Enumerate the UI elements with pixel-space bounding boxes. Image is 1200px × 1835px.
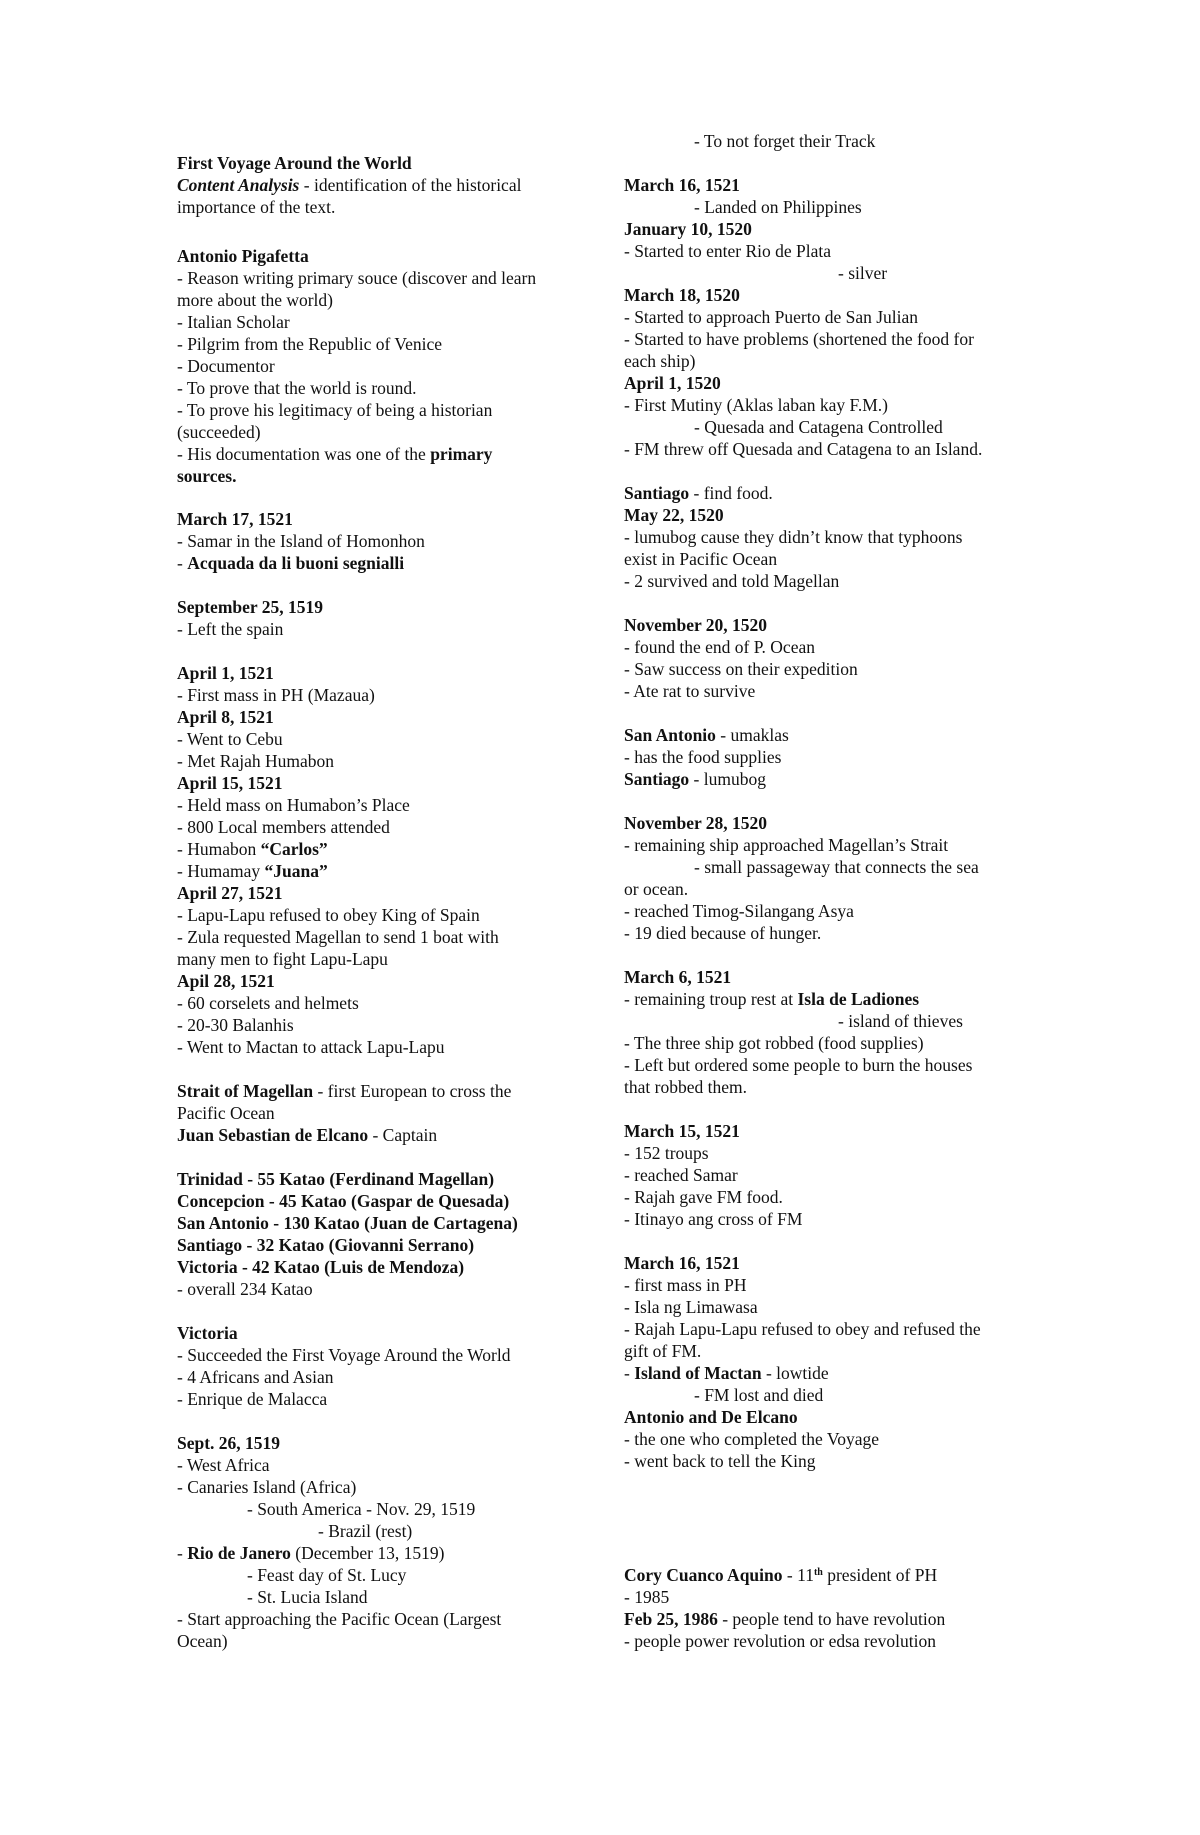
text-segment: - 11 <box>782 1565 814 1585</box>
text-line <box>177 289 333 311</box>
text-segment: - lumubog cause they didn’t know that typhoons <box>624 527 963 547</box>
text-segment: or ocean. <box>624 879 689 899</box>
text-segment: - Started to have problems (shortened the food for <box>624 329 974 349</box>
text-line <box>624 526 962 548</box>
text-segment: November 28, 1520 <box>624 813 768 833</box>
text-line <box>177 904 480 926</box>
text-segment: - Met Rajah Humabon <box>177 751 334 771</box>
text-segment: - His documentation was one of the <box>177 444 431 464</box>
text-line <box>624 306 918 328</box>
text-line <box>624 1450 815 1472</box>
text-line <box>177 706 274 728</box>
text-line <box>177 618 283 640</box>
text-segment: Isla de Ladiones <box>797 989 920 1009</box>
text-line <box>177 174 521 196</box>
text-line <box>177 1388 327 1410</box>
text-line <box>624 834 948 856</box>
text-segment: each ship) <box>624 351 696 371</box>
text-line <box>177 750 334 772</box>
text-line <box>694 1384 823 1406</box>
text-segment: - remaining ship approached Magellan’s Strait <box>624 835 949 855</box>
text-line <box>177 728 283 750</box>
text-line <box>624 394 888 416</box>
text-line <box>694 856 979 878</box>
text-segment: - 19 died because of hunger. <box>624 923 822 943</box>
text-line <box>838 262 887 284</box>
text-segment: - To prove his legitimacy of being a historian <box>177 400 493 420</box>
text-line <box>177 992 359 1014</box>
text-segment: - find food. <box>689 483 773 503</box>
text-segment: - remaining troup rest at <box>624 989 798 1009</box>
text-line <box>624 218 752 240</box>
text-segment: - small passageway that connects the sea <box>694 857 979 877</box>
text-line <box>177 1432 280 1454</box>
text-segment: - Captain <box>368 1125 438 1145</box>
text-line <box>694 196 862 218</box>
text-line <box>247 1564 406 1586</box>
text-line <box>177 684 375 706</box>
text-segment: - first European to cross the <box>313 1081 512 1101</box>
text-line <box>624 988 919 1010</box>
text-segment: November 20, 1520 <box>624 615 768 635</box>
text-line <box>177 1608 501 1630</box>
text-segment: (December 13, 1519) <box>290 1543 445 1563</box>
text-line <box>624 372 721 394</box>
text-segment: - Humabon <box>177 839 261 859</box>
text-segment: - silver <box>838 263 888 283</box>
text-segment: San Antonio <box>624 725 716 745</box>
text-segment: Santiago <box>624 483 690 503</box>
text-line <box>177 530 425 552</box>
text-segment: - 2 survived and told Magellan <box>624 571 840 591</box>
text-segment: - Italian Scholar <box>177 312 290 332</box>
text-line <box>624 966 731 988</box>
text-segment: - FM lost and died <box>694 1385 824 1405</box>
text-line <box>177 1190 509 1212</box>
text-line <box>624 1054 972 1076</box>
text-line <box>624 724 789 746</box>
text-segment: - 20-30 Balanhis <box>177 1015 294 1035</box>
text-segment: - people tend to have revolution <box>717 1609 946 1629</box>
text-segment: - Succeeded the First Voyage Around the World <box>177 1345 511 1365</box>
text-segment: - umaklas <box>715 725 789 745</box>
text-line <box>624 878 688 900</box>
text-segment: - Zula requested Magellan to send 1 boat with <box>177 927 499 947</box>
text-line <box>177 245 309 267</box>
text-segment: March 15, 1521 <box>624 1121 740 1141</box>
text-segment: - Left but ordered some people to burn the houses <box>624 1055 973 1075</box>
text-line <box>177 1366 334 1388</box>
text-segment: - South America - Nov. 29, 1519 <box>247 1499 476 1519</box>
text-segment: - Start approaching the Pacific Ocean (Largest <box>177 1609 502 1629</box>
text-line <box>624 1186 783 1208</box>
text-segment: March 17, 1521 <box>177 509 293 529</box>
text-line <box>177 1454 270 1476</box>
text-line <box>624 1274 747 1296</box>
text-line <box>177 1124 437 1146</box>
text-line <box>177 443 492 465</box>
text-segment: gift of FM. <box>624 1341 702 1361</box>
text-segment: - Rajah gave FM food. <box>624 1187 783 1207</box>
text-line <box>177 662 274 684</box>
text-line <box>247 1498 475 1520</box>
text-segment: that robbed them. <box>624 1077 747 1097</box>
text-segment: - Reason writing primary souce (discover and learn <box>177 268 537 288</box>
text-line <box>177 421 261 443</box>
text-line <box>624 1630 936 1652</box>
text-segment: Juan Sebastian de Elcano <box>177 1125 369 1145</box>
text-segment: - lumubog <box>689 769 766 789</box>
text-line <box>177 267 536 289</box>
text-line <box>177 1080 511 1102</box>
text-line <box>624 482 773 504</box>
text-line <box>177 377 417 399</box>
text-segment: importance of the text. <box>177 197 336 217</box>
text-segment: - 60 corselets and helmets <box>177 993 359 1013</box>
text-segment: - island of thieves <box>838 1011 963 1031</box>
text-line <box>624 1340 701 1362</box>
text-line <box>177 1256 464 1278</box>
text-line <box>624 1428 879 1450</box>
text-line <box>177 1630 228 1652</box>
text-line <box>177 838 328 860</box>
text-segment: - The three ship got robbed (food supplies) <box>624 1033 924 1053</box>
text-segment: - Started to approach Puerto de San Julian <box>624 307 919 327</box>
text-segment: - 4 Africans and Asian <box>177 1367 334 1387</box>
text-segment: primary <box>430 444 493 464</box>
text-line <box>177 1476 356 1498</box>
text-segment: - Canaries Island (Africa) <box>177 1477 357 1497</box>
text-line <box>177 1168 494 1190</box>
text-segment: - First mass in PH (Mazaua) <box>177 685 375 705</box>
text-segment: - reached Samar <box>624 1165 738 1185</box>
text-segment: - 1985 <box>624 1587 670 1607</box>
text-line <box>624 680 755 702</box>
text-line <box>177 1234 474 1256</box>
text-segment: Victoria <box>177 1323 238 1343</box>
text-line <box>624 614 767 636</box>
text-line <box>177 970 275 992</box>
text-line <box>624 284 740 306</box>
text-segment: - went back to tell the King <box>624 1451 816 1471</box>
text-line <box>624 1142 709 1164</box>
text-segment: September 25, 1519 <box>177 597 323 617</box>
text-segment: March 16, 1521 <box>624 1253 740 1273</box>
text-segment: - Held mass on Humabon’s Place <box>177 795 410 815</box>
text-segment: - reached Timog-Silangang Asya <box>624 901 854 921</box>
text-line <box>177 552 404 574</box>
text-segment: - Rajah Lapu-Lapu refused to obey and refused the <box>624 1319 981 1339</box>
text-segment: Acquada da li buoni segnialli <box>187 553 405 573</box>
text-segment: January 10, 1520 <box>624 219 752 239</box>
text-segment: - Isla ng Limawasa <box>624 1297 758 1317</box>
text-segment: Content Analysis <box>177 175 300 195</box>
text-line <box>624 1362 829 1384</box>
text-line <box>177 1102 275 1124</box>
text-segment: - FM threw off Quesada and Catagena to an Island. <box>624 439 983 459</box>
text-segment: - Left the spain <box>177 619 284 639</box>
text-segment: - 800 Local members attended <box>177 817 390 837</box>
text-segment: Sept. 26, 1519 <box>177 1433 281 1453</box>
text-segment: San Antonio - 130 Katao (Juan de Cartagena) <box>177 1213 518 1233</box>
text-segment: - Humamay <box>177 861 265 881</box>
text-line <box>177 333 442 355</box>
text-line <box>177 1542 444 1564</box>
text-segment: March 16, 1521 <box>624 175 740 195</box>
text-segment: - has the food supplies <box>624 747 782 767</box>
text-segment: - first mass in PH <box>624 1275 747 1295</box>
text-line <box>177 1212 518 1234</box>
text-segment: - Went to Cebu <box>177 729 283 749</box>
text-segment: - Itinayo ang cross of FM <box>624 1209 803 1229</box>
text-line <box>177 152 412 174</box>
text-line <box>624 1252 740 1274</box>
text-line <box>177 1278 313 1300</box>
text-segment: Concepcion - 45 Katao (Gaspar de Quesada) <box>177 1191 510 1211</box>
text-segment: - Enrique de Malacca <box>177 1389 328 1409</box>
text-segment: Antonio and De Elcano <box>624 1407 798 1427</box>
text-line <box>694 416 943 438</box>
text-segment: - Ate rat to survive <box>624 681 756 701</box>
text-line <box>177 948 388 970</box>
text-line <box>624 1120 740 1142</box>
text-line <box>177 1036 444 1058</box>
text-segment: - Samar in the Island of Homonhon <box>177 531 425 551</box>
text-line <box>177 1344 510 1366</box>
text-segment: “Juana” <box>264 861 328 881</box>
text-line <box>247 1586 368 1608</box>
text-segment: president of PH <box>822 1565 938 1585</box>
text-segment: - 152 troups <box>624 1143 709 1163</box>
text-segment: April 15, 1521 <box>177 773 283 793</box>
text-segment: - Started to enter Rio de Plata <box>624 241 832 261</box>
text-line <box>624 1564 937 1586</box>
text-line <box>624 548 777 570</box>
text-line <box>177 1322 238 1344</box>
text-segment: First Voyage Around the World <box>177 153 412 173</box>
text-segment: Trinidad - 55 Katao (Ferdinand Magellan) <box>177 1169 495 1189</box>
text-line <box>177 1014 294 1036</box>
text-segment: - the one who completed the Voyage <box>624 1429 879 1449</box>
text-segment: Cory Cuanco Aquino <box>624 1565 783 1585</box>
text-line <box>177 772 283 794</box>
text-line <box>177 355 275 377</box>
text-line <box>624 900 854 922</box>
text-line <box>624 438 982 460</box>
text-segment: sources. <box>177 466 237 486</box>
text-line <box>177 465 236 487</box>
text-line <box>624 328 974 350</box>
text-line <box>177 508 293 530</box>
text-line <box>177 860 328 882</box>
text-segment: - Quesada and Catagena Controlled <box>694 417 943 437</box>
text-segment: - St. Lucia Island <box>247 1587 368 1607</box>
text-segment: (succeeded) <box>177 422 261 442</box>
text-segment: - West Africa <box>177 1455 270 1475</box>
text-segment: many men to fight Lapu-Lapu <box>177 949 388 969</box>
text-segment: Ocean) <box>177 1631 228 1651</box>
text-segment: Rio de Janero <box>187 1543 291 1563</box>
text-line <box>177 794 410 816</box>
text-line <box>624 1608 945 1630</box>
text-segment: “Carlos” <box>260 839 328 859</box>
text-line <box>624 812 767 834</box>
text-line <box>624 1586 669 1608</box>
text-segment: Santiago <box>624 769 690 789</box>
text-line <box>624 922 821 944</box>
text-segment: more about the world) <box>177 290 333 310</box>
text-line <box>177 311 290 333</box>
text-line <box>624 1032 924 1054</box>
text-segment: - First Mutiny (Aklas laban kay F.M.) <box>624 395 888 415</box>
text-segment: April 1, 1521 <box>177 663 274 683</box>
text-segment: - overall 234 Katao <box>177 1279 313 1299</box>
text-segment: May 22, 1520 <box>624 505 724 525</box>
text-line <box>177 596 323 618</box>
text-segment: March 6, 1521 <box>624 967 732 987</box>
text-segment: - Feast day of St. Lucy <box>247 1565 407 1585</box>
text-segment: - To not forget their Track <box>694 131 876 151</box>
text-segment: exist in Pacific Ocean <box>624 549 778 569</box>
text-segment: Victoria - 42 Katao (Luis de Mendoza) <box>177 1257 465 1277</box>
text-segment: Feb 25, 1986 <box>624 1609 718 1629</box>
text-line <box>624 1406 798 1428</box>
text-line <box>624 1164 738 1186</box>
text-line <box>624 768 766 790</box>
text-line <box>177 882 283 904</box>
text-segment: - <box>177 1543 188 1563</box>
text-segment: - lowtide <box>761 1363 829 1383</box>
text-segment: Island of Mactan <box>634 1363 762 1383</box>
text-segment: Antonio Pigafetta <box>177 246 309 266</box>
text-segment: April 8, 1521 <box>177 707 274 727</box>
text-segment: April 27, 1521 <box>177 883 283 903</box>
text-line <box>624 636 815 658</box>
text-segment: Pacific Ocean <box>177 1103 275 1123</box>
text-segment: - Pilgrim from the Republic of Venice <box>177 334 443 354</box>
text-line <box>624 1208 802 1230</box>
text-line <box>624 240 831 262</box>
text-segment: - To prove that the world is round. <box>177 378 417 398</box>
text-line <box>624 1296 758 1318</box>
text-line <box>838 1010 963 1032</box>
text-segment: th <box>813 1567 823 1578</box>
text-segment: - <box>177 553 188 573</box>
text-line <box>177 816 390 838</box>
text-line <box>624 350 695 372</box>
text-segment: - <box>624 1363 635 1383</box>
text-line <box>624 1318 981 1340</box>
text-segment: - Landed on Philippines <box>694 197 862 217</box>
text-line <box>624 658 858 680</box>
text-segment: - Lapu-Lapu refused to obey King of Spain <box>177 905 480 925</box>
text-segment: - identification of the historical <box>299 175 522 195</box>
text-line <box>318 1520 412 1542</box>
text-segment: March 18, 1520 <box>624 285 740 305</box>
text-segment: - Documentor <box>177 356 275 376</box>
text-segment: - Brazil (rest) <box>318 1521 413 1541</box>
text-segment: - people power revolution or edsa revolution <box>624 1631 936 1651</box>
text-line <box>694 130 875 152</box>
text-line <box>624 504 724 526</box>
text-line <box>624 174 740 196</box>
text-segment: Strait of Magellan <box>177 1081 314 1101</box>
text-segment: - Went to Mactan to attack Lapu-Lapu <box>177 1037 445 1057</box>
text-segment: Apil 28, 1521 <box>177 971 275 991</box>
text-segment: - Saw success on their expedition <box>624 659 858 679</box>
text-segment: Santiago - 32 Katao (Giovanni Serrano) <box>177 1235 475 1255</box>
text-line <box>177 926 499 948</box>
text-segment: - found the end of P. Ocean <box>624 637 815 657</box>
text-line <box>177 196 335 218</box>
text-line <box>624 570 839 592</box>
text-line <box>624 1076 747 1098</box>
text-line <box>177 399 492 421</box>
text-segment: April 1, 1520 <box>624 373 721 393</box>
text-line <box>624 746 781 768</box>
